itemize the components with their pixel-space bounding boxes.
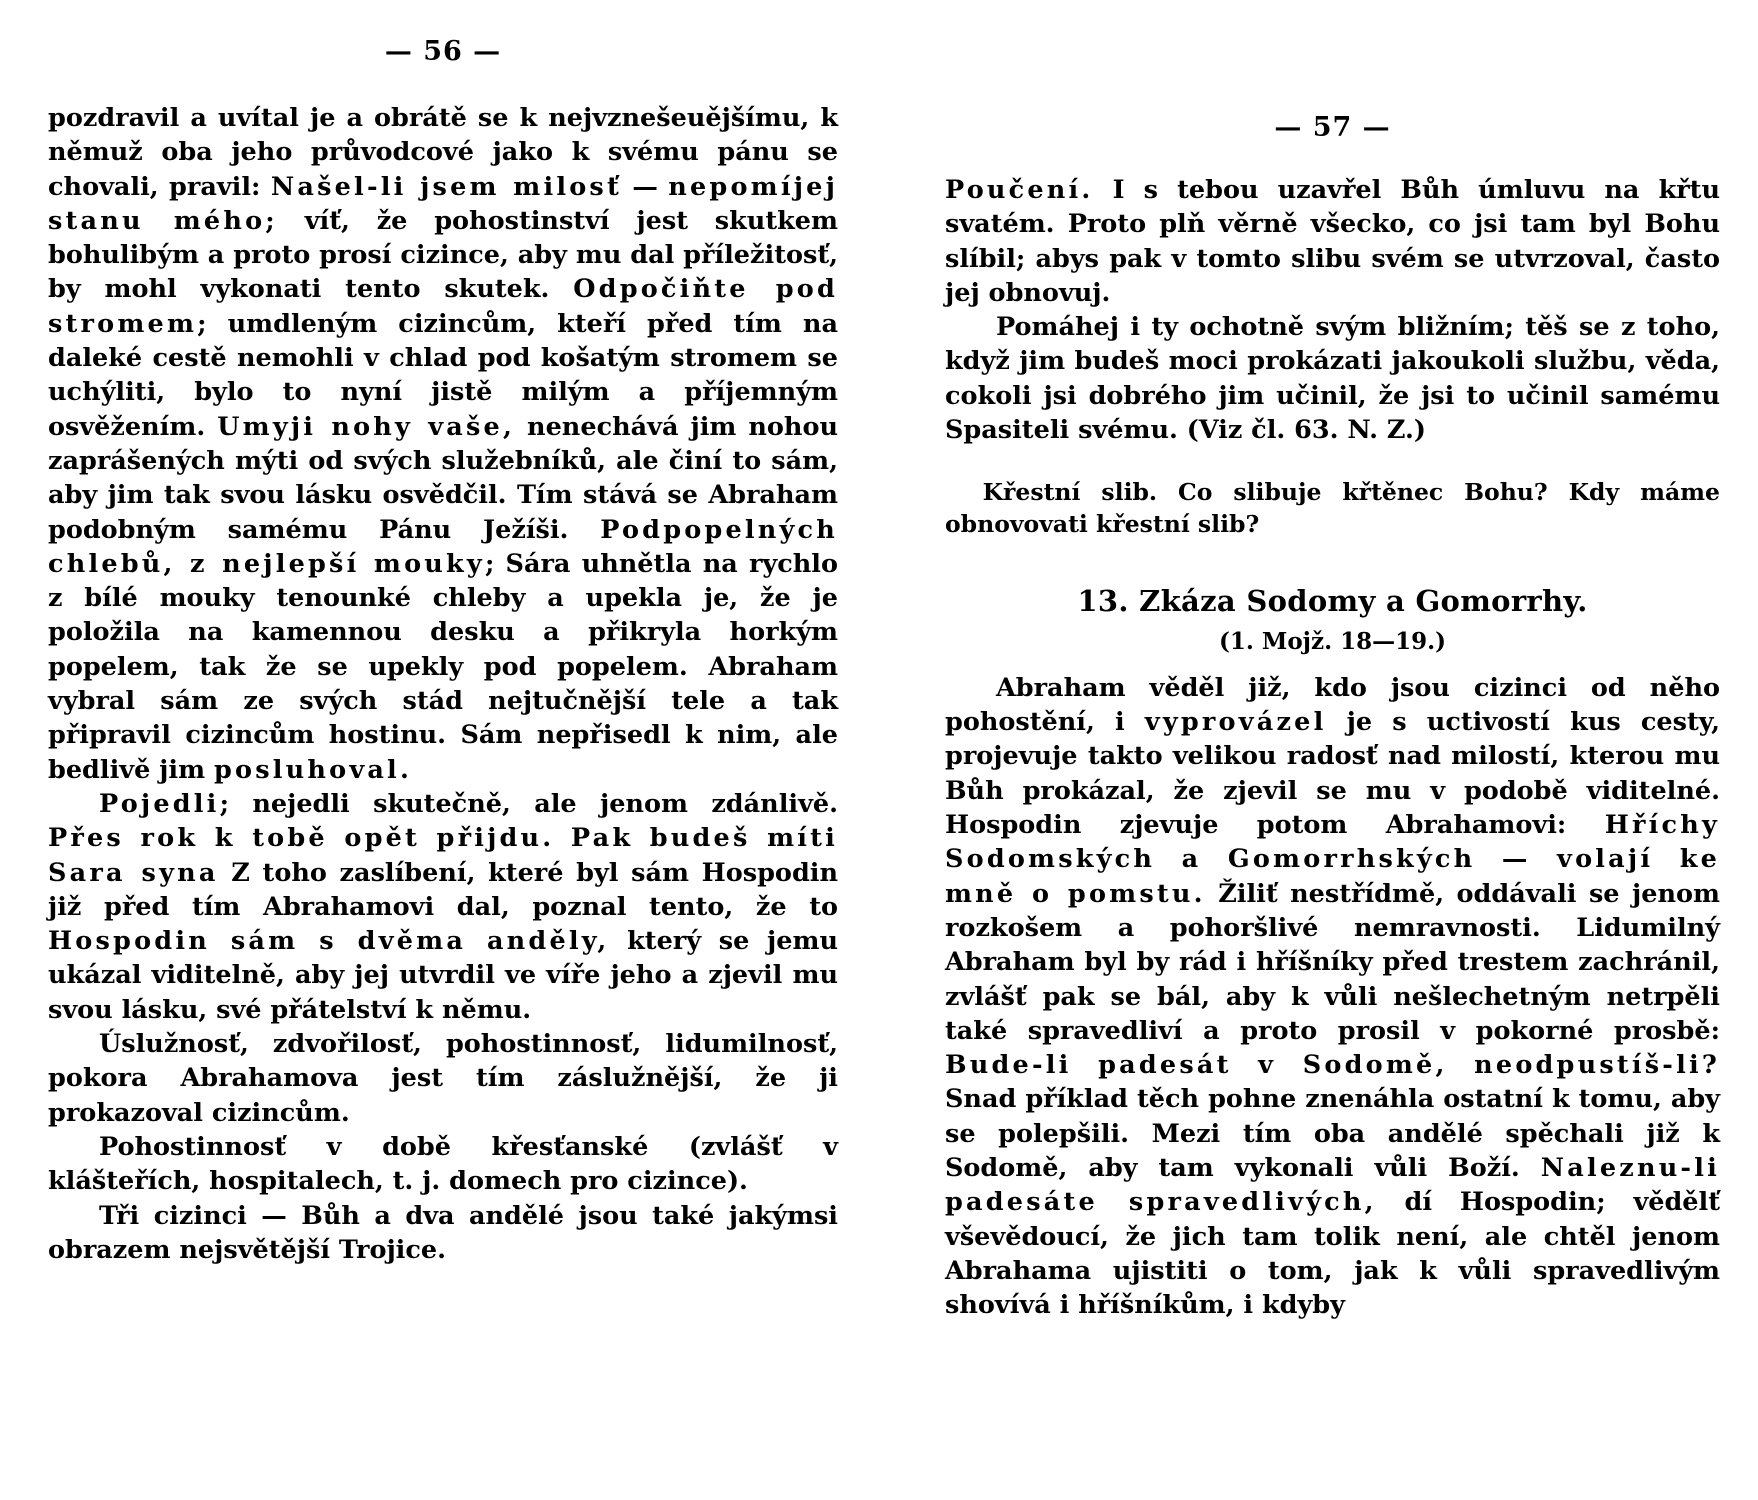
page-number-right: — 57 —: [1274, 112, 1391, 143]
text-run: Tři cizinci — Bůh a dva andělé jsou také jakýmsi obrazem nejsvětější Trojice.: [48, 1200, 838, 1265]
emphasized-text: Odpočiňte pod stromem: [48, 274, 838, 339]
text-run: Snad příklad těch pohne znenáhla ostatní k tomu, aby se polepšili. Mezi tím oba andělé spěchali již k Sodomě, aby tam vykonali vůli Boží.: [945, 1084, 1720, 1184]
text-run: pozdravil a uvítal je a obrátě se k nejvznešeuějšímu, k němuž oba jeho průvodcové jako k svému pánu se chovali, pravil:: [48, 103, 838, 202]
text-run: dí Hospodin; vědělť vševědoucí, že jich tam tolik není, ale chtěl jenom Abrahama ujistiti o tom, jak k vůli spravedlivým shovívá i hříšníkům, i kdyby: [945, 1187, 1720, 1321]
text-run: je s uctivostí kus cesty, projevuje takto velikou radosť nad milostí, kterou mu Bůh prokázal, že zjevil se mu v podobě viditelné. Hospodin zjevuje potom Abrahamovi:: [945, 707, 1720, 841]
paragraph: [48, 1027, 838, 1130]
page-number-left: — 56 —: [384, 36, 502, 67]
paragraph: [945, 173, 1720, 310]
text-run: ; umdleným cizincům, kteří před tím na daleké cestě nemohli v chlad pod košatým stromem se uchýliti, bylo to nyní jistě milým a příjemným osvěžením.: [48, 308, 838, 442]
text-run: nenechává jim nohou zaprášených mýti od svých služebníků, ale činí to sám, aby jim tak svou lásku osvědčil. Tím stává se Abraham podobným samému Pánu Ježíši.: [48, 411, 839, 545]
paragraph: [48, 1199, 838, 1268]
emphasized-text: vyprovázel: [1144, 707, 1327, 738]
question-item: Křestní slib. Co slibuje křtěnec Bohu? Kdy máme obnovovati křestní slib?: [945, 478, 1720, 538]
emphasized-text: nepomíjej stanu mého;: [48, 171, 838, 236]
paragraph: [945, 671, 1720, 1323]
paragraph: [48, 101, 838, 787]
emphasized-text: posluhoval.: [213, 754, 413, 785]
text-run: ; Sára uhnětla na rychlo z bílé mouky tenounké chleby a upekla je, že je položila na kamennou desku a přikryla horkým popelem, tak že se upekly pod popelem. Abraham vybral sám ze svých stád nejtučnější tele a tak připravil cizincům hostinu. Sám nepřisedl k nim, ale bedlivě jim: [48, 548, 838, 785]
emphasized-text: Naleznu-li padesáte spravedlivých,: [945, 1153, 1720, 1218]
text-run: víť, že pohostinství jest skutkem bohulibým a proto prosí cizince, aby mu dal příležitosť, by mohl vykonati tento skutek.: [48, 205, 838, 305]
paragraph: [945, 310, 1720, 447]
left-column-text: [48, 101, 838, 1267]
emphasized-text: Pojedli: [99, 788, 220, 819]
text-run: ; nejedli skutečně, ale jenom zdánlivě.: [219, 788, 838, 819]
text-run: Pohostinnosť v době křesťanské (zvlášť v klášteřích, hospitalech, t. j. domech pro cizince).: [48, 1131, 838, 1197]
emphasized-text: Podpopelných chlebů, z nejlepší mouky: [48, 514, 838, 579]
text-run: Abraham věděl již, kdo jsou cizinci od něho pohostění, i: [945, 672, 1720, 738]
text-run: který se jemu ukázal viditelně, aby jej utvrdil ve víře jeho a zjevil mu svou lásku, své přátelství k němu.: [48, 926, 839, 1025]
emphasized-text: Hříchy Sodomských a Gomorrhských — volají ke mně o pomstu.: [945, 810, 1720, 909]
right-column-text: [945, 173, 1720, 447]
right-column: [945, 0, 1720, 1323]
review-questions: [945, 477, 1720, 540]
emphasized-text: Bude-li padesát v Sodomě, neodpustíš-li?: [945, 1050, 1720, 1081]
paragraph: [48, 787, 838, 1027]
text-run: Z toho zaslíbení, které byl sám Hospodin již před tím Abrahamovi dal, poznal tento, že to: [48, 857, 838, 922]
section-body-text: [945, 671, 1720, 1323]
section-subheading: (1. Mojž. 18—19.): [1218, 627, 1446, 655]
paragraph: [48, 1130, 838, 1199]
emphasized-text: Hospodin sám s dvěma anděly,: [48, 926, 610, 957]
emphasized-text: Umyji nohy vaše,: [217, 411, 516, 442]
text-run: Úslužnosť, zdvořilosť, pohostinnosť, lidumilnosť, pokora Abrahamova jest tím záslužnější, že ji prokazoval cizincům.: [48, 1029, 838, 1128]
section-heading: 13. Zkáza Sodomy a Gomorrhy.: [1077, 583, 1588, 618]
text-run: Žiliť nestřídmě, oddávali se jenom rozkošem a pohoršlivé nemravnosti. Lidumilný Abraham byl by rád i hříšníky před trestem zachránil, zvlášť pak se bál, aby k vůli nešlechetným netrpěli také spravedliví a proto prosil v pokorné prosbě:: [945, 878, 1720, 1046]
left-column: [48, 0, 838, 1267]
text-run: Pomáhej i ty ochotně svým bližním; těš se z toho, když jim budeš moci prokázati jakoukoli službu, věda, cokoli jsi dobrého jim učinil, že jsi to učinil samému Spasiteli svému. (Viz čl. 63. N. Z.): [945, 312, 1720, 446]
emphasized-text: Našel-li jsem milosť: [270, 171, 622, 202]
emphasized-text: Přes rok k tobě opět přijdu. Pak budeš míti Sara syna: [48, 823, 838, 888]
emphasized-text: Poučení.: [945, 175, 1094, 205]
text-run: —: [621, 171, 669, 202]
text-run: I s tebou uzavřel Bůh úmluvu na křtu svatém. Proto plň věrně všecko, co jsi tam byl Bohu slíbil; abys pak v tomto slibu svém se utvrzoval, často jej obnovuj.: [945, 175, 1720, 308]
